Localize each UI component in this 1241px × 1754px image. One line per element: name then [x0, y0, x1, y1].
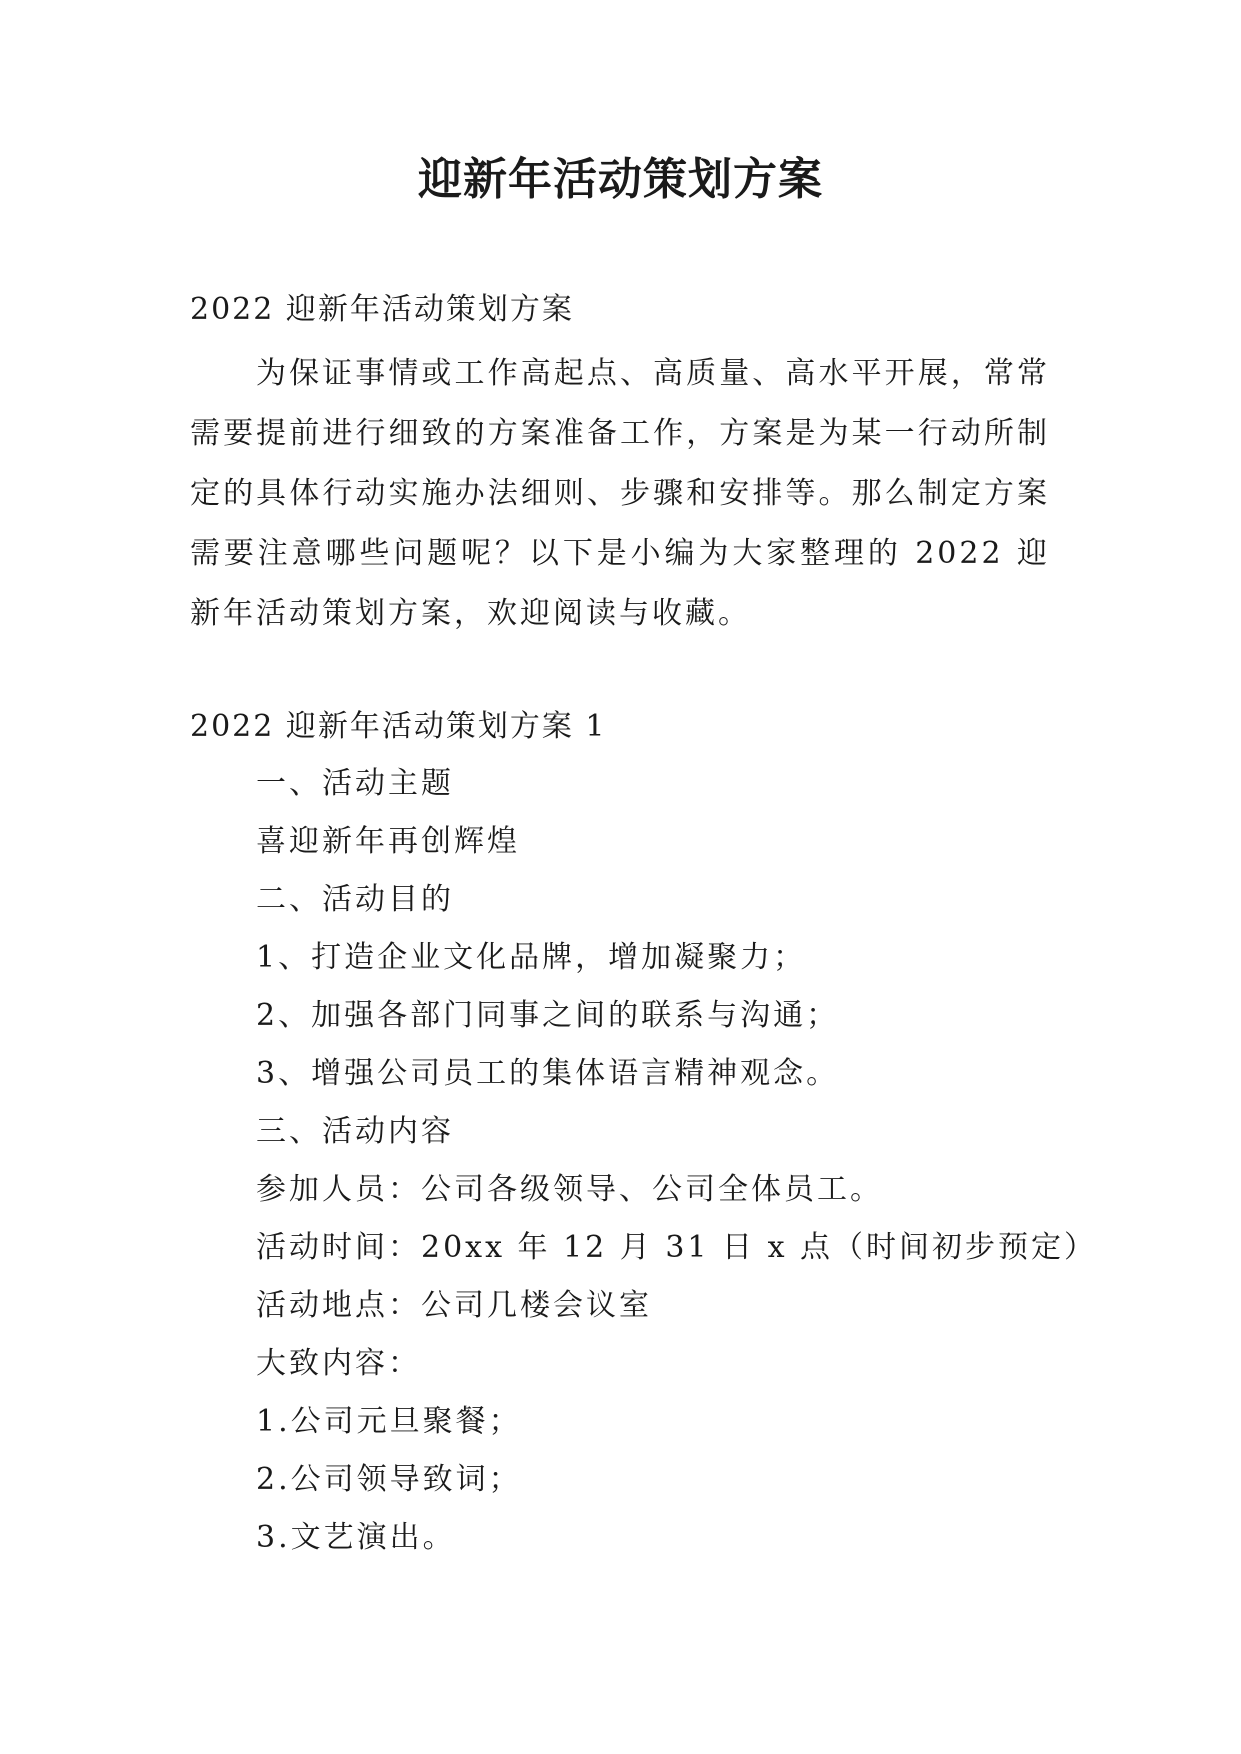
list-item: 二、活动目的: [256, 882, 454, 917]
list-item: 参加人员：公司各级领导、公司全体员工。: [256, 1172, 883, 1207]
list-item: 活动时间：20xx 年 12 月 31 日 x 点（时间初步预定）: [256, 1230, 1098, 1265]
list-item: 3.文艺演出。: [256, 1520, 456, 1555]
section-heading: 2022 迎新年活动策划方案 1: [190, 709, 607, 744]
list-item: 1、打造企业文化品牌，增加凝聚力；: [256, 940, 807, 975]
list-item: 一、活动主题: [256, 766, 454, 801]
document-subtitle: 2022 迎新年活动策划方案: [190, 292, 574, 327]
list-item: 3、增强公司员工的集体语言精神观念。: [256, 1056, 840, 1091]
list-item: 1.公司元旦聚餐；: [256, 1404, 522, 1439]
list-item: 喜迎新年再创辉煌: [256, 824, 520, 859]
document-title: 迎新年活动策划方案: [418, 154, 823, 205]
intro-paragraph: 为保证事情或工作高起点、高质量、高水平开展，常常需要提前进行细致的方案准备工作，方案是为某一行动所制定的具体行动实施办法细则、步骤和安排等。那么制定方案需要注意哪些问题呢？以下是小编为大家整理的 2022 迎新年活动策划方案，欢迎阅读与收藏。: [190, 356, 1050, 631]
list-item: 2、加强各部门同事之间的联系与沟通；: [256, 998, 840, 1033]
list-item: 2.公司领导致词；: [256, 1462, 522, 1497]
list-item: 大致内容：: [256, 1346, 421, 1381]
list-item: 活动地点：公司几楼会议室: [256, 1288, 652, 1323]
list-item: 三、活动内容: [256, 1114, 454, 1149]
plan-content-list: [256, 755, 1098, 1567]
